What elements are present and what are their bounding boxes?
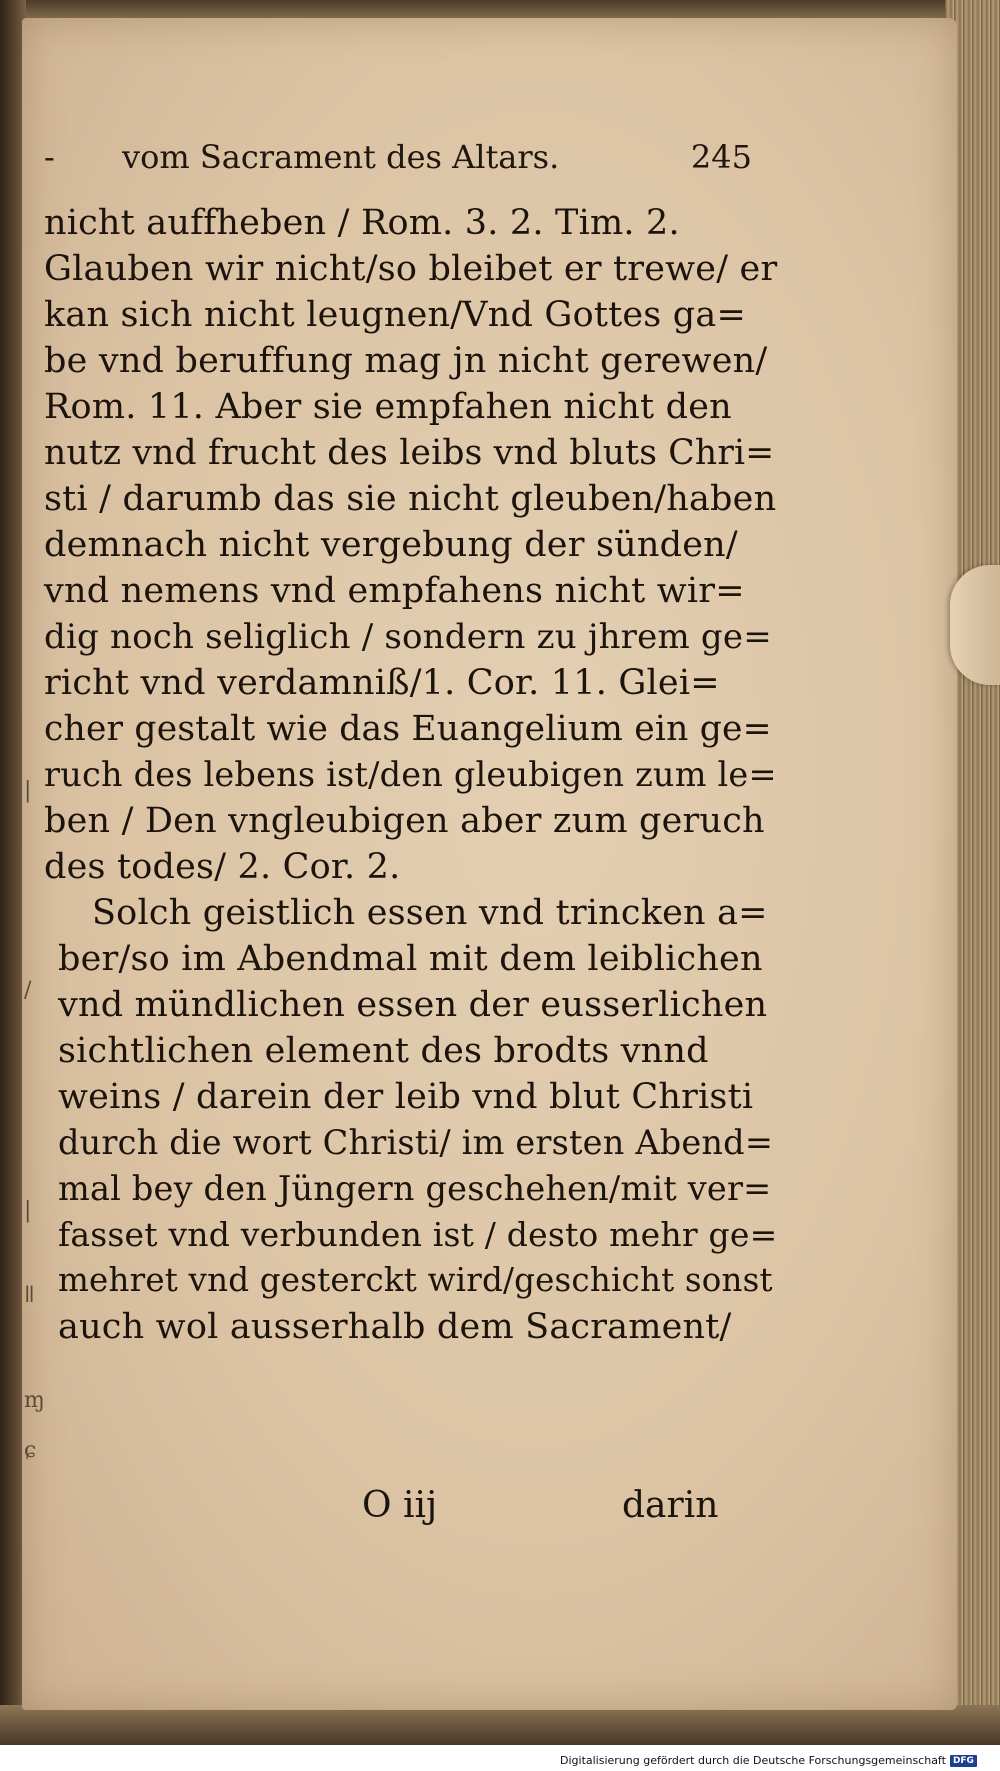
text-line: Glauben wir nicht/so bleibet er trewe/ er [44, 249, 778, 289]
bleed-through-mark: ɕ [24, 1438, 37, 1463]
text-line: mehret vnd gesterckt wird/geschicht sonst [58, 1261, 773, 1299]
text-line: demnach nicht vergebung der sünden/ [44, 525, 738, 565]
text-line: ben / Den vngleubigen aber zum geruch [44, 801, 765, 841]
text-line: sichtlichen element des brodts vnnd [58, 1031, 709, 1071]
page-clasp [950, 565, 1000, 685]
text-line: nutz vnd frucht des leibs vnd bluts Chri= [44, 433, 775, 473]
bleed-through-mark: ǁ [24, 1283, 35, 1308]
text-line: weins / darein der leib vnd blut Christi [58, 1077, 754, 1117]
catchword: darin [622, 1485, 719, 1526]
digitization-credit [560, 1754, 977, 1767]
text-line: dig noch seliglich / sondern zu jhrem ge= [44, 617, 772, 657]
text-line: ber/so im Abendmal mit dem leiblichen [58, 939, 763, 979]
bleed-through-mark: ɱ [24, 1388, 45, 1413]
text-line: sti / darumb das sie nicht gleuben/haben [44, 479, 777, 519]
bleed-through-mark: | [24, 778, 32, 803]
text-line: mal bey den Jüngern geschehen/mit ver= [58, 1169, 772, 1208]
text-line: cher gestalt wie das Euangelium ein ge= [44, 709, 772, 749]
book-page [22, 18, 957, 1710]
text-line: Rom. 11. Aber sie empfahen nicht den [44, 387, 732, 427]
page-number: 245 [690, 138, 752, 176]
text-line: kan sich nicht leugnen/Vnd Gottes ga= [44, 295, 746, 335]
text-line: des todes/ 2. Cor. 2. [44, 847, 401, 887]
text-line: auch wol ausserhalb dem Sacrament/ [58, 1307, 732, 1347]
text-line: be vnd beruffung mag jn nicht gerewen/ [44, 341, 768, 381]
running-head-title: vom Sacrament des Altars. [122, 138, 560, 176]
running-header [44, 138, 752, 176]
text-line: Solch geistlich essen vnd trincken a= [92, 893, 768, 933]
text-line: nicht auffheben / Rom. 3. 2. Tim. 2. [44, 203, 680, 243]
text-line: vnd mündlichen essen der eusserlichen [58, 985, 768, 1025]
book-bottom-edge [0, 1705, 1000, 1745]
header-dash: - [44, 138, 55, 176]
text-line: durch die wort Christi/ im ersten Abend= [58, 1123, 774, 1162]
text-line: fasset vnd verbunden ist / desto mehr ge= [58, 1215, 778, 1254]
bleed-through-mark: / [24, 978, 32, 1003]
bleed-through-mark: | [24, 1198, 32, 1223]
text-line: ruch des lebens ist/den gleubigen zum le= [44, 755, 777, 794]
signature-mark: O iij [362, 1485, 438, 1526]
credit-text: Digitalisierung gefördert durch die Deutsche Forschungsgemeinschaft [560, 1754, 946, 1767]
text-line: vnd nemens vnd empfahens nicht wir= [44, 571, 745, 611]
dfg-logo-icon: DFG [950, 1755, 977, 1767]
text-line: richt vnd verdamniß/1. Cor. 11. Glei= [44, 663, 720, 703]
